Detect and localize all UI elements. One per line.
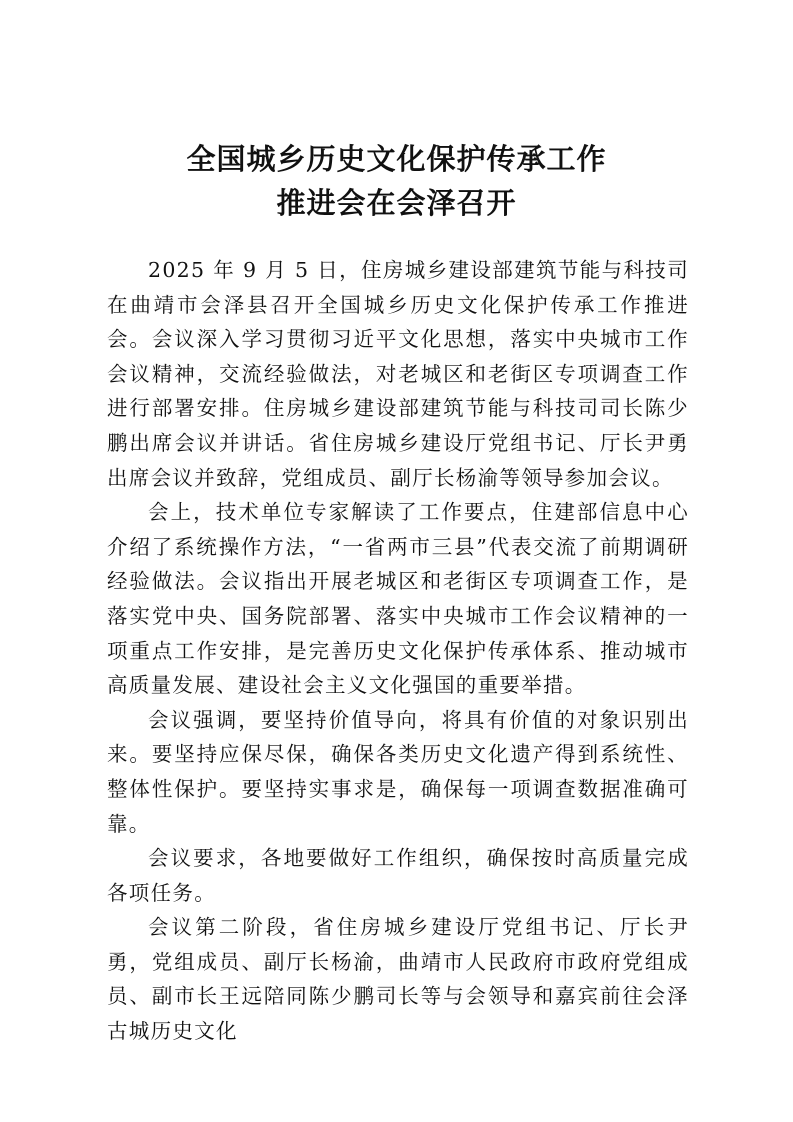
paragraph-4: 会议要求，各地要做好工作组织，确保按时高质量完成各项任务。 [107, 846, 689, 905]
paragraph-5: 会议第二阶段，省住房城乡建设厅党组书记、厅长尹勇，党组成员、副厅长杨渝，曲靖市人民政府市政府党组成员、副市长王远陪同陈少鹏司长等与会领导和嘉宾前往会泽古城历史文化 [107, 915, 689, 1044]
document-title [0, 137, 793, 225]
paragraph-3: 会议强调，要坚持价值导向，将具有价值的对象识别出来。要坚持应保尽保，确保各类历史文化遗产得到系统性、整体性保护。要坚持实事求是，确保每一项调查数据准确可靠。 [107, 707, 689, 836]
title-line-2: 推进会在会泽召开 [276, 186, 517, 220]
title-line-1: 全国城乡历史文化保护传承工作 [186, 142, 607, 176]
paragraph-2: 会上，技术单位专家解读了工作要点，住建部信息中心介绍了系统操作方法，“一省两市三县”代表交流了前期调研经验做法。会议指出开展老城区和老街区专项调查工作，是落实党中央、国务院部署、落实中央城市工作会议精神的一项重点工作安排，是完善历史文化保护传承体系、推动城市高质量发展、建设社会主义文化强国的重要举措。 [107, 500, 689, 698]
document-body [107, 253, 689, 1049]
paragraph-1: 2025 年 9 月 5 日，住房城乡建设部建筑节能与科技司在曲靖市会泽县召开全国城乡历史文化保护传承工作推进会。会议深入学习贯彻习近平文化思想，落实中央城市工作会议精神，交流经验做法，对老城区和老街区专项调查工作进行部署安排。住房城乡建设部建筑节能与科技司司长陈少鹏出席会议并讲话。省住房城乡建设厅党组书记、厅长尹勇出席会议并致辞，党组成员、副厅长杨渝等领导参加会议。 [107, 258, 689, 490]
